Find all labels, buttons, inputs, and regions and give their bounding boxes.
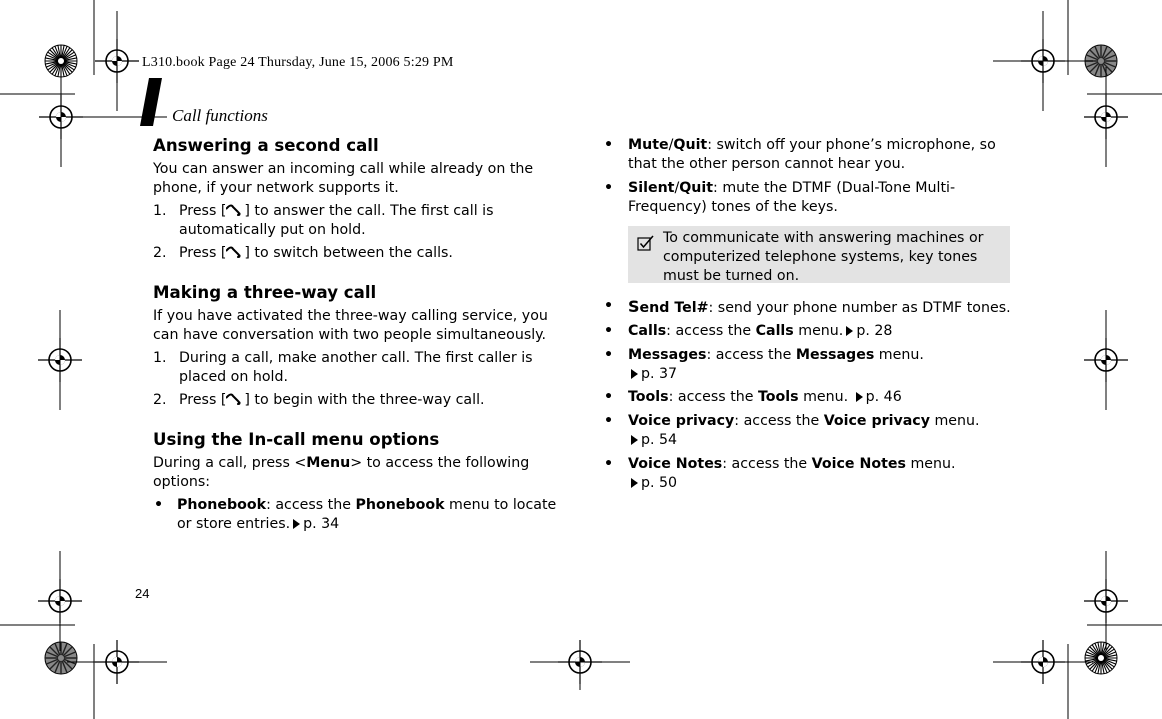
page-number: 24 bbox=[135, 586, 150, 601]
list-item: • Calls: access the Calls menu. p. 28 bbox=[604, 323, 893, 340]
heading-answering-second-call: Answering a second call bbox=[153, 136, 379, 155]
page-ref-arrow-icon bbox=[631, 435, 638, 445]
list-item: 2. Press [ ] to begin with the three-way call. bbox=[153, 392, 485, 408]
list-item: • Send Tel#: send your phone number as DTMF tones. bbox=[604, 296, 1011, 316]
in-call-intro: During a call, press <Menu> to access the following options: bbox=[153, 455, 530, 490]
section-title: Call functions bbox=[172, 106, 268, 125]
list-item: • Voice Notes: access the Voice Notes menu. p. 50 bbox=[604, 455, 956, 491]
page-ref-arrow-icon bbox=[293, 519, 300, 529]
print-slug: L310.book Page 24 Thursday, June 15, 2006 5:29 PM bbox=[142, 55, 454, 70]
list-item: 1. During a call, make another call. The first caller is placed on hold. bbox=[153, 350, 533, 385]
in-call-options-left bbox=[153, 496, 558, 534]
in-call-options-right bbox=[604, 136, 1024, 217]
note-text: To communicate with answering machines or computerized telephone systems, key tones must be turned on. bbox=[663, 229, 984, 284]
page-ref-arrow-icon bbox=[856, 392, 863, 402]
send-key-icon bbox=[226, 393, 244, 405]
list-item: • Silent/Quit: mute the DTMF (Dual-Tone Multi-Frequency) tones of the keys. bbox=[604, 179, 956, 215]
list-item: • Mute/Quit: switch off your phone’s microphone, so that the other person cannot hear you. bbox=[604, 137, 996, 172]
list-item: • Messages: access the Messages menu. p. 37 bbox=[604, 346, 924, 382]
left-column bbox=[153, 136, 558, 538]
list-item: 1. Press [ ] to answer the call. The first call is automatically put on hold. bbox=[153, 203, 494, 238]
three-way-intro: If you have activated the three-way calling service, you can have conversation with two people simultaneously. bbox=[153, 308, 548, 343]
page-ref-arrow-icon bbox=[846, 326, 853, 336]
section-bar-graphic bbox=[140, 78, 166, 126]
answering-steps bbox=[153, 202, 558, 263]
heading-three-way-call: Making a three-way call bbox=[153, 283, 377, 302]
heading-in-call-menu: Using the In-call menu options bbox=[153, 430, 440, 449]
list-item: • Phonebook: access the Phonebook menu to locate or store entries. p. 34 bbox=[154, 497, 557, 532]
note-check-icon bbox=[637, 235, 655, 251]
page-ref-arrow-icon bbox=[631, 478, 638, 488]
send-key-icon bbox=[226, 246, 244, 258]
answering-intro: You can answer an incoming call while already on the phone, if your network supports it. bbox=[153, 161, 534, 196]
page-ref-arrow-icon bbox=[631, 369, 638, 379]
send-key-icon bbox=[226, 204, 244, 216]
three-way-steps bbox=[153, 349, 558, 410]
list-item: 2. Press [ ] to switch between the calls. bbox=[153, 245, 453, 261]
note-box bbox=[628, 226, 1010, 283]
right-column bbox=[604, 136, 1024, 497]
in-call-options-right-2 bbox=[604, 297, 1024, 493]
list-item: • Tools: access the Tools menu. p. 46 bbox=[604, 389, 902, 406]
list-item: • Voice privacy: access the Voice privacy menu. p. 54 bbox=[604, 412, 980, 448]
